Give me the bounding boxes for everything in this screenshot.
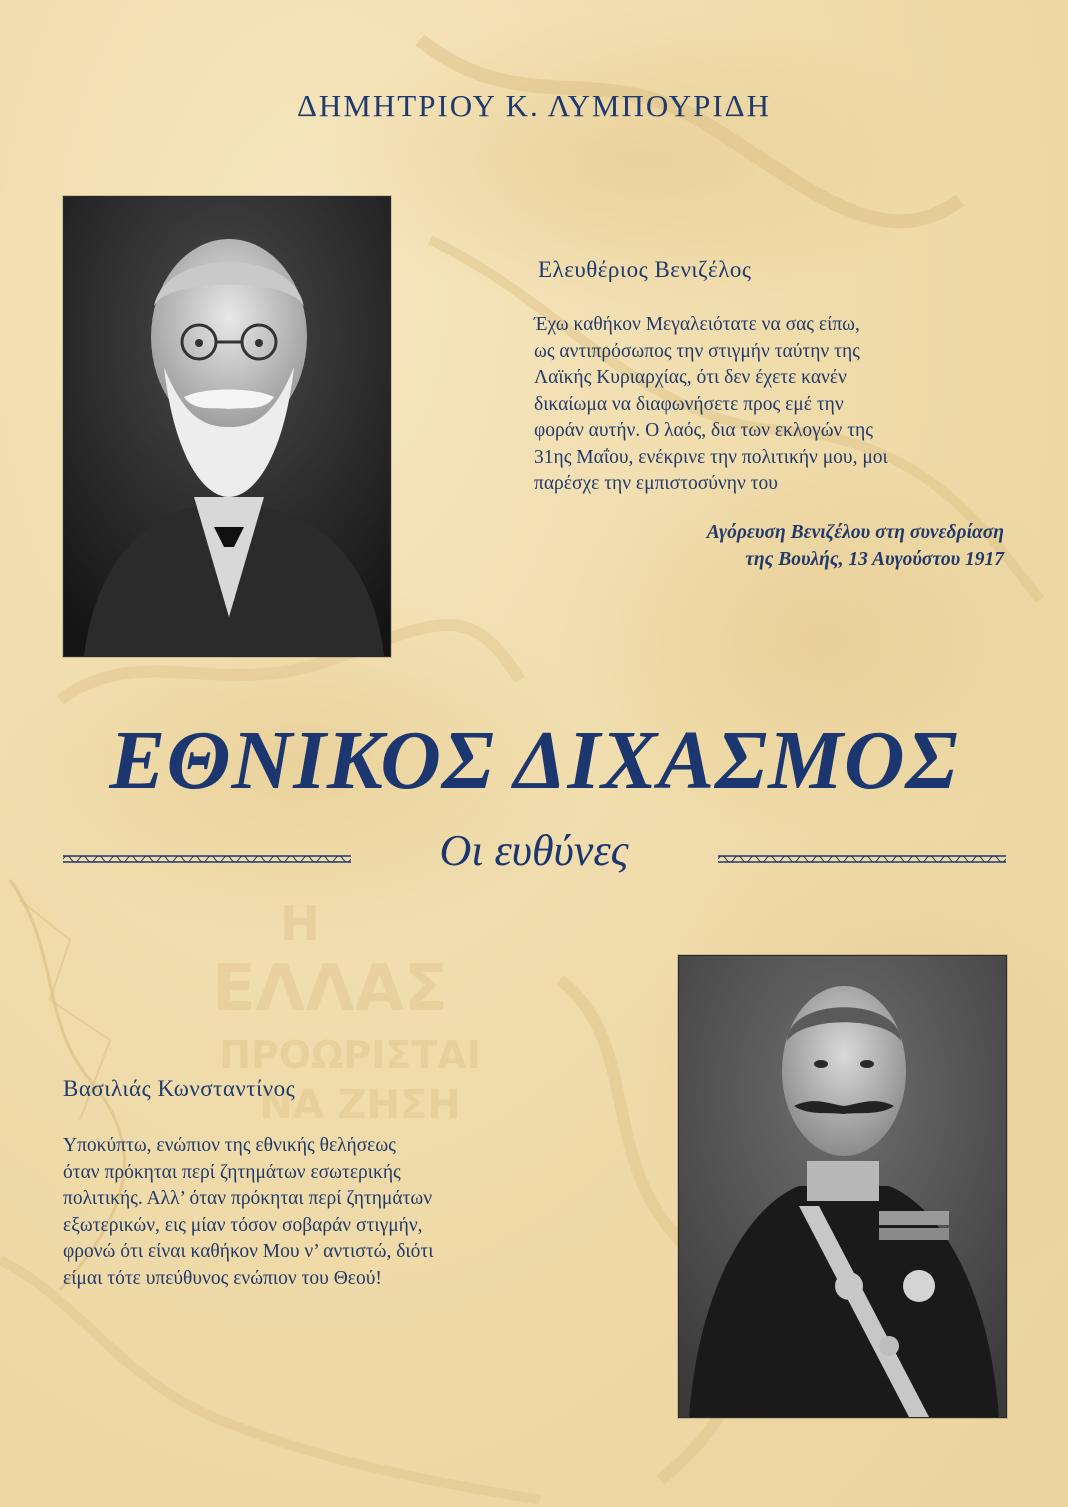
konstantinos-name: Βασιλιάς Κωνσταντίνος <box>63 1076 296 1101</box>
right-ornamental-rule <box>718 853 1006 865</box>
source-line: της Βουλής, 13 Αυγούστου 1917 <box>745 548 1004 570</box>
quote-line: Λαϊκής Κυριαρχίας, ότι δεν έχετε κανέν <box>534 367 847 388</box>
quote-line: δικαίωμα να διαφωνήσετε προς εμέ την <box>534 393 844 415</box>
quote-line: φρονώ ότι είναι καθήκον Μου ν’ αντιστώ, διότι <box>63 1241 434 1262</box>
venizelos-quote <box>534 312 1004 498</box>
bg-text-4: ΝΑ ΖΗΣΗ <box>259 1082 461 1128</box>
quote-line: 31ης Μαΐου, ενέκρινε την πολιτικήν μου, μοι <box>534 446 888 468</box>
quote-line: είμαι τότε υπεύθυνος ενώπιον του Θεού! <box>63 1267 382 1289</box>
quote-line: ως αντιπρόσωπος την στιγμήν ταύτην της <box>534 340 860 362</box>
book-subtitle: Οι ευθύνες <box>439 826 629 875</box>
konstantinos-portrait-image <box>679 956 1006 1417</box>
venizelos-portrait <box>63 196 391 657</box>
bg-text-3: ΠΡΟΩΡΙΣΤΑΙ <box>219 1033 481 1077</box>
venizelos-name: Ελευθέριος Βενιζέλος <box>538 257 752 282</box>
source-line: Αγόρευση Βενιζέλου στη συνεδρίαση <box>706 522 1004 543</box>
konstantinos-portrait <box>678 955 1007 1418</box>
quote-line: φοράν αυτήν. Ο λαός, δια των εκλογών της <box>534 420 873 441</box>
venizelos-portrait-image <box>64 197 390 656</box>
konstantinos-quote <box>63 1133 543 1292</box>
venizelos-quote-source <box>707 520 1004 573</box>
author-name: ΔΗΜΗΤΡΙΟΥ Κ. ΛΥΜΠΟΥΡΙΔΗ <box>296 88 771 123</box>
quote-line: Έχω καθήκον Μεγαλειότατε να σας είπω, <box>534 314 860 335</box>
book-title: ΕΘΝΙΚΟΣ ΔΙΧΑΣΜΟΣ <box>109 714 959 807</box>
quote-line: εξωτερικών, εις μίαν τόσον σοβαράν στιγμήν, <box>63 1214 423 1236</box>
quote-line: παρέσχε την εμπιστοσύνην του <box>534 473 778 494</box>
quote-line: πολιτικής. Αλλ’ όταν πρόκηται περί ζητημάτων <box>63 1188 433 1209</box>
quote-line: όταν πρόκηται περί ζητημάτων εσωτερικής <box>63 1161 401 1183</box>
bg-text-1: Η <box>279 896 321 952</box>
quote-line: Υποκύπτω, ενώπιον της εθνικής θελήσεως <box>63 1135 396 1156</box>
bg-text-2: ΕΛΛΑΣ <box>211 952 449 1026</box>
